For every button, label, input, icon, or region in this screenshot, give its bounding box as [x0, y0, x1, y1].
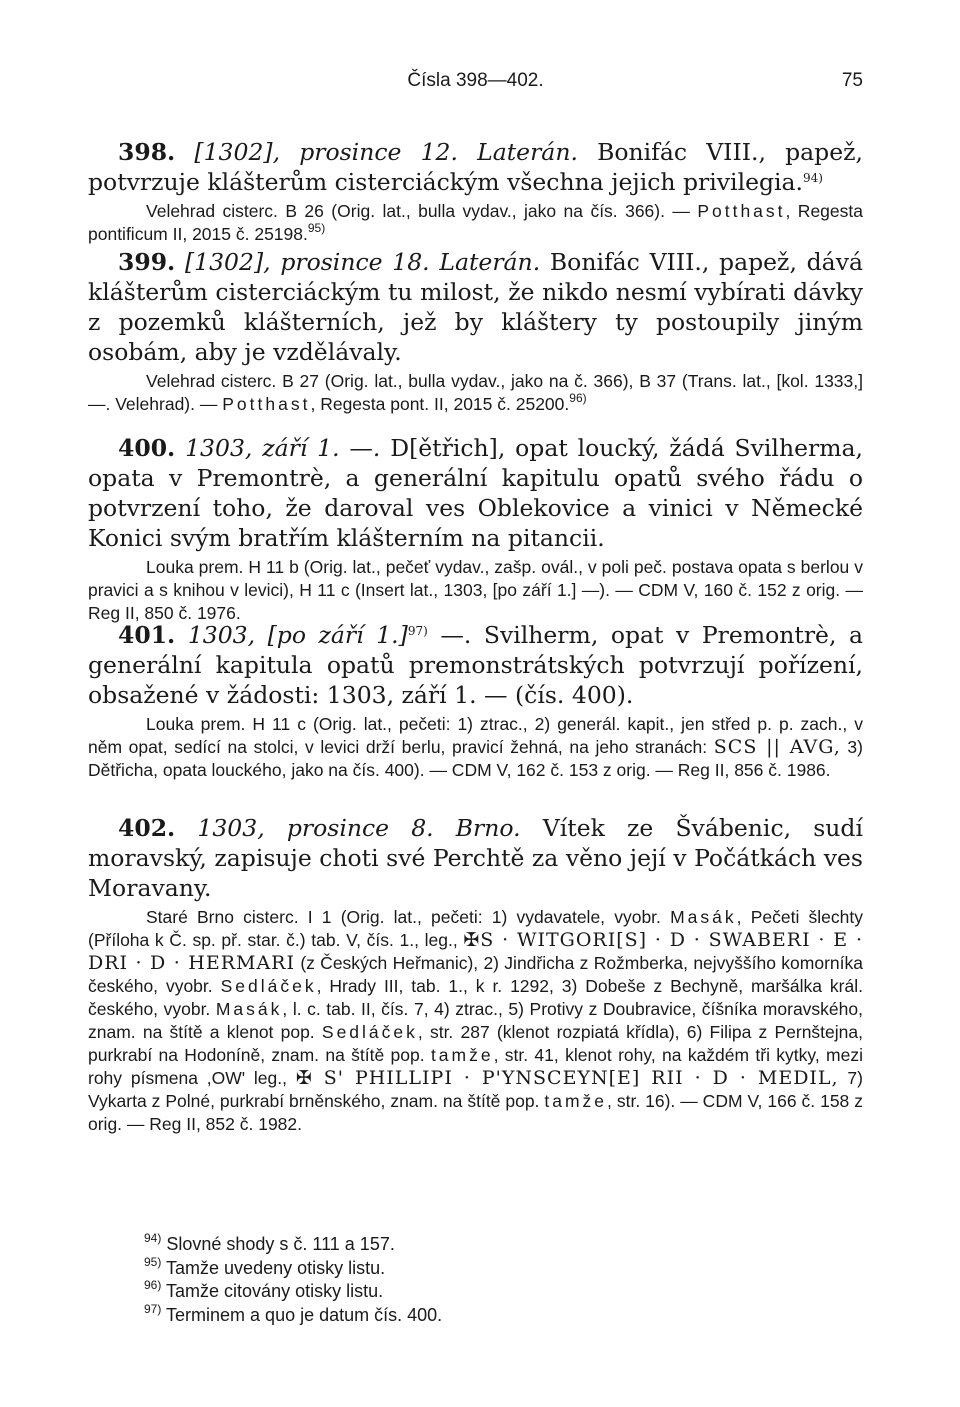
footnotes [144, 1233, 442, 1327]
entry-date: 1303, [po září 1.] [187, 621, 408, 649]
footnote-mark: 94) [144, 1231, 162, 1245]
entry-lead [88, 247, 863, 367]
entry-date: 1303, prosince 8. Brno. [197, 814, 521, 842]
entry-401 [88, 620, 863, 782]
source-text: , l. c. tab. II, čís. 7, 4) ztrac., 5) Protivy z Doubravice, číšníka moravského, znam. na štítě a klenot pop. [88, 999, 863, 1042]
source-tail: , Regesta pont. II, 2015 č. 25200. [310, 394, 570, 414]
footnote-text: Tamže citovány otisky listu. [166, 1281, 384, 1301]
page-number: 75 [841, 70, 863, 91]
entry-lead [88, 813, 863, 903]
entry-text: —. Svilherm, opat v Premontrè, a generální kapitula opatů premonstrátských potvrzují pořízení, obsažené v žádosti: 1303, září 1. — (čís. 400). [88, 621, 863, 709]
source-text: 7) Vykarta z Polné, purkrabí brněnského, znam. na štítě pop. [88, 1068, 863, 1111]
entry-source [88, 906, 863, 1136]
entry-number: 400. [118, 434, 176, 462]
note-ref: 94) [803, 171, 823, 185]
footnote [144, 1301, 443, 1328]
source-text: Velehrad cisterc. B 26 (Orig. lat., bulla vydav., jako na čís. 366). — [146, 201, 690, 221]
source-author: tamže [430, 1045, 494, 1065]
footnote-text: Terminem a quo je datum čís. 400. [166, 1304, 443, 1325]
running-header [88, 70, 863, 100]
source-text: , Pečeti šlechty (Příloha k Č. sp. př. star. č.) tab. V, čís. 1., leg., [88, 907, 863, 950]
entry-398 [88, 137, 863, 246]
source-author: Potthast [697, 201, 786, 221]
source-tail: , Regesta pontificum II, 2015 č. 25198. [88, 201, 863, 244]
footnote [144, 1233, 442, 1257]
source-text: , str. 41, klenot rohy, na každém tři kytky, mezi rohy písmena ,OW' leg., [88, 1045, 864, 1088]
source-text: Velehrad cisterc. B 27 (Orig. lat., bulla vydav., jako na č. 366), B 37 (Trans. lat., [kol. 1333,] —. Velehrad). — [88, 371, 863, 414]
entry-source [88, 370, 863, 416]
footnote [144, 1280, 442, 1304]
entry-source: Louka prem. H 11 b (Orig. lat., pečeť vydav., zašp. ovál., v poli peč. postava opata s berlou v pravici a s knihou v levici), H 11 c (Insert lat., 1303, [po září 1.] —). — CDM V, 160 č. 152 z orig. — Reg II, 850 č. 1976. [88, 557, 863, 623]
note-ref: 95) [307, 221, 326, 235]
footnote-mark: 97) [144, 1301, 162, 1316]
entry-lead [88, 433, 863, 553]
source-text: , str. 16). — CDM V, 166 č. 158 z orig. — Reg II, 852 č. 1982. [88, 1091, 863, 1134]
header-title: Čísla 398—402. [407, 70, 544, 91]
footnote-mark: 95) [144, 1254, 162, 1269]
source-author: Sedláček [321, 1022, 418, 1042]
entry-number: 401. [118, 621, 176, 649]
seal-legend: SCS || AVG, [713, 736, 841, 758]
source-text: Staré Brno cisterc. I 1 (Orig. lat., pečeti: 1) vydavatele, vyobr. [146, 907, 661, 927]
entry-text: Bonifác VIII., papež, potvrzuje klášterům cisterciáckým všechna jejich privilegia. [88, 138, 863, 196]
source-author: Masák [670, 907, 737, 927]
entry-lead [88, 620, 863, 710]
footnote-mark: 96) [144, 1278, 162, 1292]
entry-date: 1303, září 1. —. [185, 434, 381, 462]
entry-399 [88, 247, 863, 416]
entry-source [88, 713, 863, 782]
entry-402 [88, 813, 863, 1136]
entry-text: D[ětřich], opat loucký, žádá Svilherma, opata v Premontrè, a generální kapitulu opatů svého řádu o potvrzení toho, že daroval ves Oblekovice a vinici v Německé Konici svým bratřím klášterním na pitancii. [88, 434, 863, 552]
source-author: Masák [215, 999, 283, 1019]
entry-source [88, 200, 863, 246]
source-text: Louka prem. H 11 c (Orig. lat., pečeti: 1) ztrac., 2) generál. kapit., jen střed p. p. zach., v něm opat, sedící na stolci, v levici drží berlu, pravicí žehná, na jeho stranách: [88, 714, 863, 757]
source-text: (z Českých Heřmanic), 2) Jindřicha z Rožmberka, nejvyššího komorníka českého, vyobr. [88, 953, 863, 996]
source-text: , str. 287 (klenot rozpiatá křídla), 6) Filipa z Pernštejna, purkrabí na Hodoníně, znam. na štítě pop. [88, 1022, 863, 1065]
entry-400 [88, 433, 863, 625]
footnote-text: Slovné shody s č. 111 a 157. [166, 1234, 395, 1254]
entry-text: Vítek ze Švábenic, sudí moravský, zapisuje choti své Perchtě za věno její v Počátkách ves Moravany. [88, 814, 863, 902]
seal-legend: ✠ S' PHILLIPI · P'YNSCEYN[E] RII · D · MEDIL, [295, 1067, 839, 1089]
entry-text: Bonifác VIII., papež, dává klášterům cisterciáckým tu milost, že nikdo nesmí vybírati dávky z pozemků klášterních, jež by kláštery ty postoupily jiným osobám, aby je vzdělávaly. [88, 248, 863, 366]
entry-date: [1302], prosince 12. Laterán. [194, 138, 578, 166]
note-ref: 96) [569, 391, 587, 405]
source-author: Sedláček [220, 976, 317, 996]
entry-date: [1302], prosince 18. Laterán. [184, 248, 541, 276]
entry-lead [88, 137, 863, 197]
source-text: , Hrady III, tab. 1., k r. 1292, 3) Dobeše z Bechyně, maršálka král. českého, vyobr. [88, 976, 863, 1019]
entry-number: 402. [118, 814, 176, 842]
note-ref: 97) [407, 624, 428, 638]
entry-number: 398. [118, 138, 176, 166]
footnote [144, 1254, 442, 1281]
seal-legend: ✠S · WITGORI[S] · D · SWABERI · E · DRI · D · HERMARI [88, 929, 863, 974]
source-tail: 3) Dětřicha, opata louckého, jako na čís. 400). — CDM V, 162 č. 153 z orig. — Reg II, 856 č. 1986. [88, 737, 863, 780]
footnote-text: Tamže uvedeny otisky listu. [166, 1257, 386, 1278]
entry-number: 399. [118, 248, 176, 276]
source-author: tamže [544, 1091, 608, 1111]
source-author: Potthast [222, 394, 311, 414]
